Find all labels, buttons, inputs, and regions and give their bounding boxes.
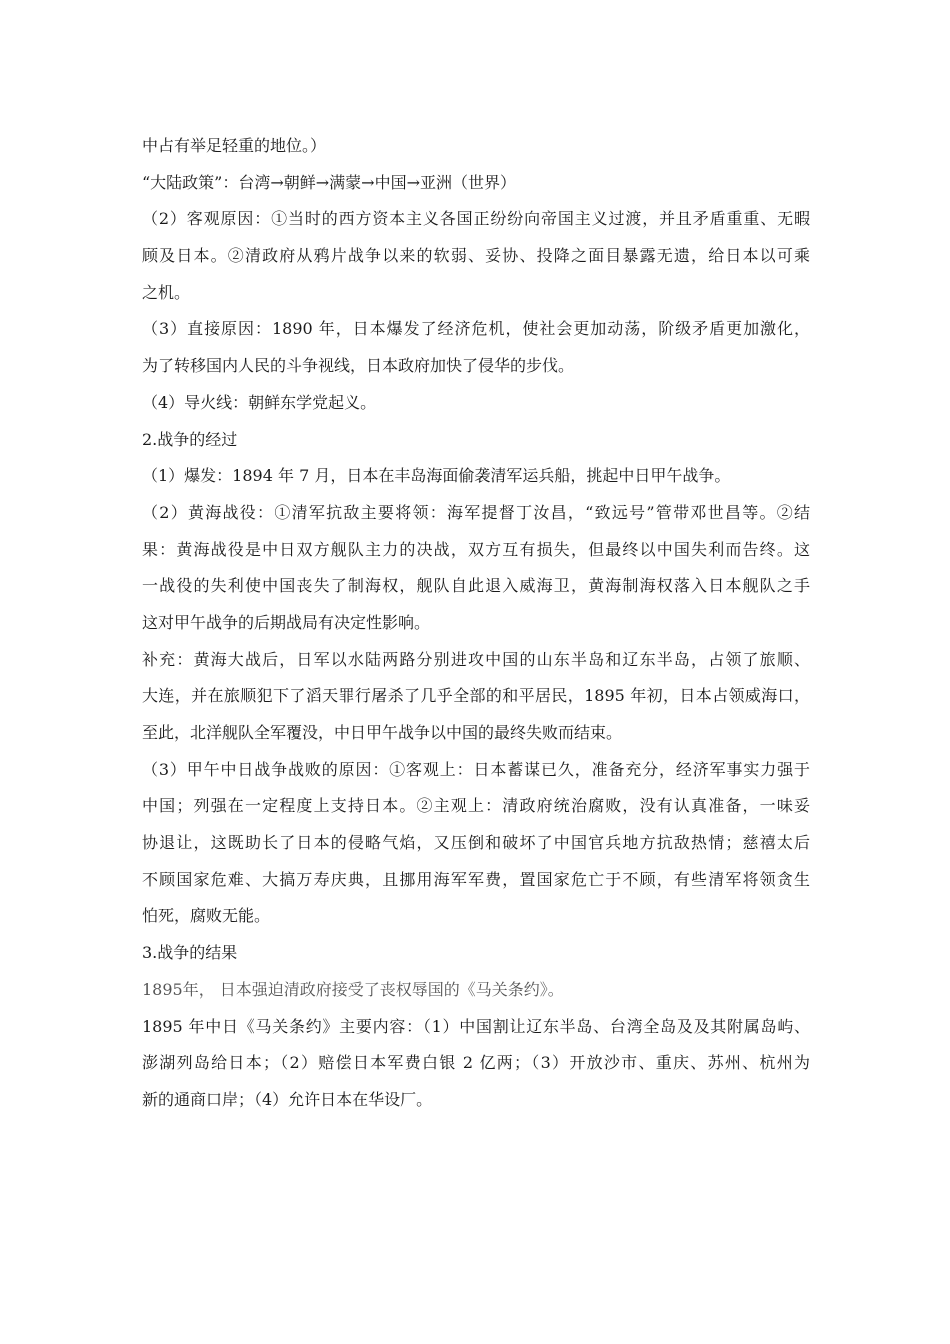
text-line: （1）爆发：1894 年 7 月，日本在丰岛海面偷袭清军运兵船，挑起中日甲午战争。 [142, 466, 731, 486]
text-line: 为了转移国内人民的斗争视线，日本政府加快了侵华的步伐。 [142, 356, 575, 376]
text-line: 新的通商口岸；（4）允许日本在华设厂。 [142, 1089, 433, 1109]
text-line: 3.战争的结果 [142, 943, 238, 963]
text-line: 不顾国家危难、大搞万寿庆典，且挪用海军军费，置国家危亡于不顾，有些清军将领贪生 [142, 869, 810, 889]
text-line: 澎湖列岛给日本；（2）赔偿日本军费白银 2 亿两；（3）开放沙市、重庆、苏州、杭州为 [142, 1053, 810, 1073]
text-line: 之机。 [142, 282, 191, 302]
text-line: （2）客观原因：①当时的西方资本主义各国正纷纷向帝国主义过渡，并且矛盾重重、无暇 [142, 209, 810, 229]
text-line: 怕死，腐败无能。 [142, 906, 271, 926]
text-line: （3）直接原因：1890 年，日本爆发了经济危机，使社会更加动荡，阶级矛盾更加激化， [142, 319, 810, 339]
text-line: （3）甲午中日战争战败的原因：①客观上：日本蓄谋已久，准备充分，经济军事实力强于 [142, 759, 810, 779]
text-line: （2）黄海战役：①清军抗敌主要将领：海军提督丁汝昌，“致远号”管带邓世昌等。②结 [142, 502, 810, 522]
text-line: （4）导火线：朝鲜东学党起义。 [142, 392, 377, 412]
text-line: 2.战争的经过 [142, 429, 238, 449]
text-line: 1895年， 日本强迫清政府接受了丧权辱国的《马关条约》。 [142, 979, 564, 999]
text-line: 补充：黄海大战后，日军以水陆两路分别进攻中国的山东半岛和辽东半岛，占领了旅顺、 [142, 649, 810, 669]
text-line: 协退让，这既助长了日本的侵略气焰，又压倒和破坏了中国官兵地方抗敌热情；慈禧太后 [142, 833, 810, 853]
text-line: 大连，并在旅顺犯下了滔天罪行屠杀了几乎全部的和平居民，1895 年初，日本占领威海口， [142, 686, 810, 706]
text-line: 这对甲午战争的后期战局有决定性影响。 [142, 612, 431, 632]
text-line: 中占有举足轻重的地位。） [142, 136, 327, 155]
text-line: 一战役的失利使中国丧失了制海权，舰队自此退入威海卫，黄海制海权落入日本舰队之手 [142, 576, 810, 596]
document-body [142, 128, 810, 1119]
text-line: 顾及日本。②清政府从鸦片战争以来的软弱、妥协、投降之面目暴露无遗，给日本以可乘 [142, 246, 810, 266]
text-line: 1895 年中日《马关条约》主要内容：（1）中国割让辽东半岛、台湾全岛及及其附属岛屿、 [142, 1016, 810, 1036]
text-line: 至此，北洋舰队全军覆没，中日甲午战争以中国的最终失败而结束。 [142, 723, 623, 742]
text-line: 中国；列强在一定程度上支持日本。②主观上：清政府统治腐败，没有认真准备，一味妥 [142, 796, 810, 816]
text-line: “大陆政策”：台湾→朝鲜→满蒙→中国→亚洲（世界） [142, 172, 516, 192]
text-line: 果：黄海战役是中日双方舰队主力的决战，双方互有损失，但最终以中国失利而告终。这 [142, 539, 810, 559]
